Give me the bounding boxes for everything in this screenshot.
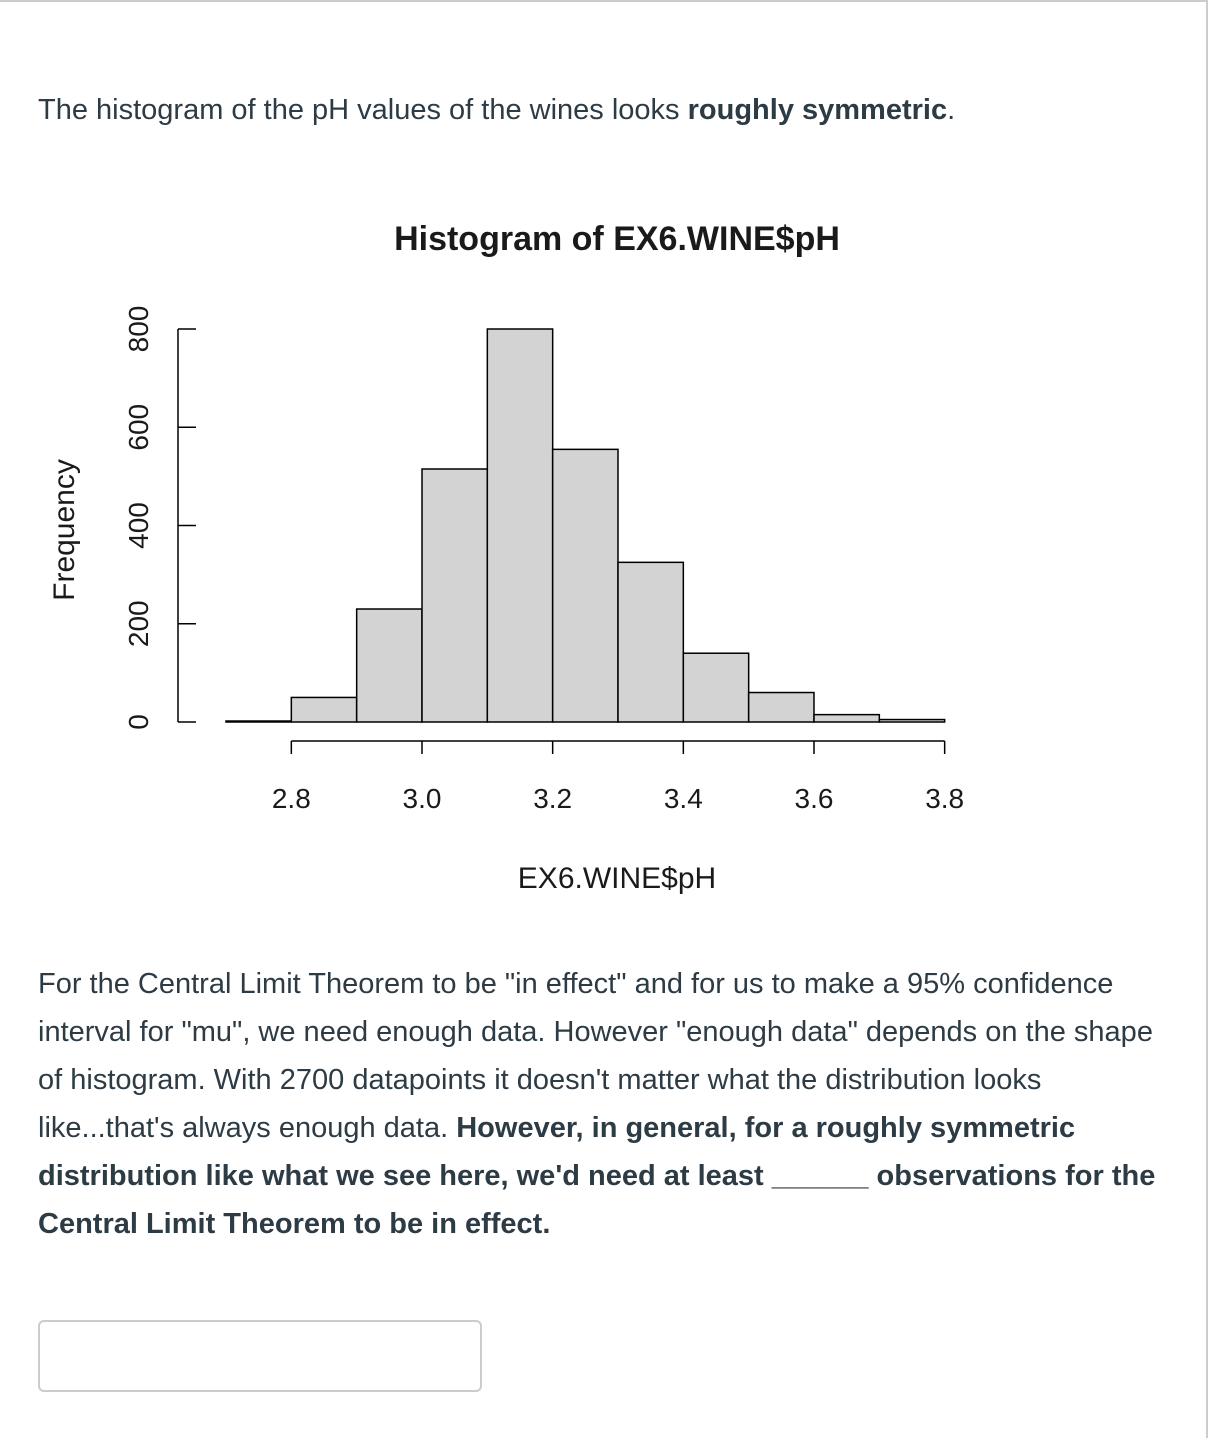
histogram-bar (814, 715, 879, 722)
x-tick-label: 3.0 (402, 783, 442, 814)
y-tick-label: 800 (123, 305, 154, 353)
y-tick-label: 200 (123, 600, 154, 648)
chart-title: Histogram of EX6.WINE$pH (394, 220, 840, 258)
y-axis-label: Frequency (48, 459, 81, 601)
x-tick-label: 3.6 (794, 783, 834, 814)
answer-input[interactable] (38, 1320, 482, 1392)
x-tick-label: 2.8 (271, 783, 311, 814)
histogram-bar (749, 693, 814, 722)
question-bold: However, in general, for a roughly symmetric distribution like what we see here, we'd need at least ______ observations for the Central Limit Theorem to be in effect. (38, 1112, 1156, 1240)
bars-group (226, 329, 945, 722)
x-axis-label: EX6.WINE$pH (517, 862, 717, 895)
intro-plain: The histogram of the pH values of the wines looks (38, 94, 688, 126)
question-plain: For the Central Limit Theorem to be "in effect" and for us to make a 95% confidence interval for "mu", we need enough data. However "enough data" depends on the shape of histogram. With 2700 datapoints it doesn't matter what the distribution looks like...that's always enough data. (38, 968, 1153, 1144)
x-tick-label: 3.4 (663, 783, 703, 814)
histogram-bar (226, 721, 291, 722)
y-tick-label: 600 (123, 403, 154, 451)
intro-bold: roughly symmetric (687, 94, 948, 126)
intro-end: . (947, 94, 956, 126)
x-tick-label: 3.8 (925, 783, 965, 814)
histogram-bar (553, 449, 618, 722)
histogram-bar (357, 609, 422, 722)
x-tick-label: 3.2 (533, 783, 573, 814)
y-tick-label: 400 (123, 502, 154, 549)
histogram-bar (618, 562, 683, 722)
histogram-bar (879, 720, 944, 722)
histogram-bar (683, 653, 748, 722)
histogram-bar (422, 469, 487, 722)
histogram-bar (291, 697, 356, 722)
x-axis (272, 741, 964, 814)
question-text (38, 960, 1168, 1248)
histogram-bar (487, 329, 552, 722)
y-axis (123, 306, 196, 730)
y-tick-label: 0 (123, 714, 154, 730)
